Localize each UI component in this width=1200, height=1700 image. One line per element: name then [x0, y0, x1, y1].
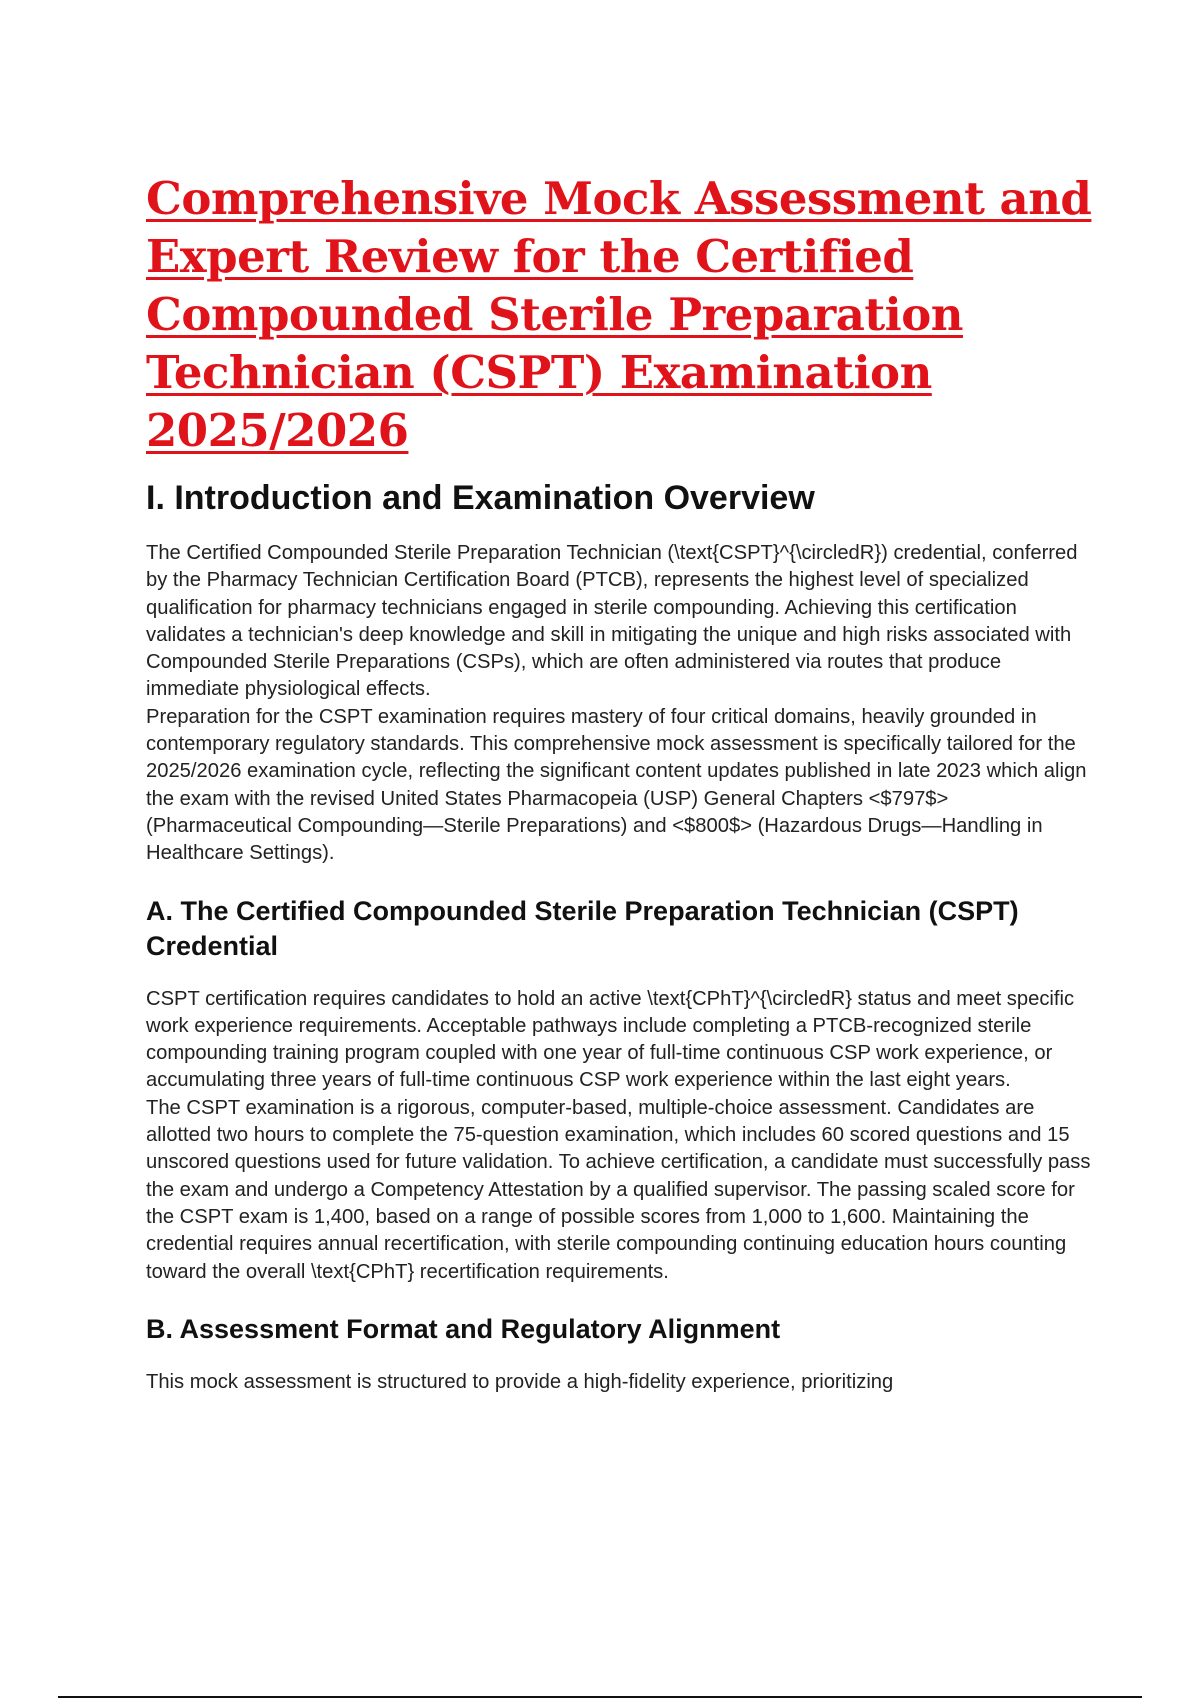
document-title: Comprehensive Mock Assessment and Expert Review for the Certified Compounded Sterile Preparation Technician (CSPT) Examination 2025/2026 [146, 172, 1092, 457]
paragraph: CSPT certification requires candidates to hold an active \text{CPhT}^{\circledR} status and meet specific work experience requirements. Acceptable pathways include completing a PTCB-recognized sterile compounding training program coupled with one year of full-time continuous CSP work experience, or accumulating three years of full-time continuous CSP work experience within the last eight years. [146, 987, 1075, 1092]
section-assessment-format [146, 1312, 1096, 1396]
section-heading-introduction: I. Introduction and Examination Overview [146, 479, 815, 517]
footer-divider [58, 1696, 1142, 1698]
section-introduction [146, 478, 1096, 868]
paragraph: The Certified Compounded Sterile Preparation Technician (\text{CSPT}^{\circledR}) credential, conferred by the Pharmacy Technician Certification Board (PTCB), represents the highest level of specialized qualification for pharmacy technicians engaged in sterile compounding. Achieving this certification validates a technician's deep knowledge and skill in mitigating the unique and high risks associated with Compounded Sterile Preparations (CSPs), which are often administered via routes that produce immediate physiological effects. [146, 542, 1078, 701]
paragraph: Preparation for the CSPT examination requires mastery of four critical domains, heavily grounded in contemporary regulatory standards. This comprehensive mock assessment is specifically tailored for the 2025/2026 examination cycle, reflecting the significant content updates published in late 2023 which align the exam with the revised United States Pharmacopeia (USP) General Chapters <$797$> (Pharmaceutical Compounding—Sterile Preparations) and <$800$> (Hazardous Drugs—Handling in Healthcare Settings). [146, 705, 1087, 865]
paragraph: This mock assessment is structured to provide a high-fidelity experience, prioritizing [146, 1370, 894, 1393]
subsection-heading-credential: A. The Certified Compounded Sterile Preparation Technician (CSPT) Credential [146, 895, 1019, 961]
document-page [146, 170, 1096, 1396]
paragraph: The CSPT examination is a rigorous, computer-based, multiple-choice assessment. Candidates are allotted two hours to complete the 75-question examination, which includes 60 scored questions and 15 unscored questions used for future validation. To achieve certification, a candidate must successfully pass the exam and undergo a Competency Attestation by a qualified supervisor. The passing scaled score for the CSPT exam is 1,400, based on a range of possible scores from 1,000 to 1,600. Maintaining the credential requires annual recertification, with sterile compounding continuing education hours counting toward the overall \text{CPhT} recertification requirements. [146, 1096, 1091, 1283]
section-cspt-credential [146, 894, 1096, 1286]
subsection-heading-assessment-format: B. Assessment Format and Regulatory Alignment [146, 1313, 781, 1344]
